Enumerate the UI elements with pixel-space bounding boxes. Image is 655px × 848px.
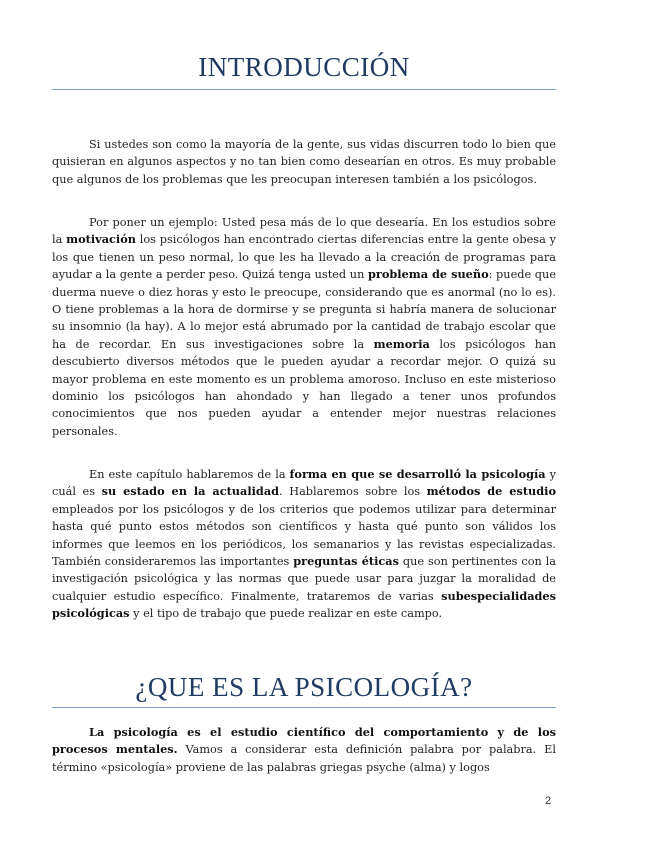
page-number: 2 bbox=[545, 795, 552, 807]
bold-term-memoria: memoria bbox=[373, 336, 430, 351]
section-heading-que-es-la-psicologia: ¿QUE ES LA PSICOLOGÍA? bbox=[135, 672, 473, 702]
paragraph-text: y cuál es bbox=[52, 468, 556, 499]
paragraph-text: y el tipo de trabajo que puede realizar en este campo. bbox=[129, 607, 443, 621]
paragraph-2 bbox=[52, 214, 556, 440]
paragraph-text: : puede que duerma nueve o diez horas y esto le preocupe, considerando que es anormal (no lo es). O tiene problemas a la hora de dormirse y se pregunta si habría manera de solucionar su insomnio (la hay). A lo mejor está abrumado por la cantidad de trabajo escolar que ha de recordar. En sus investigaciones sobre la bbox=[52, 268, 557, 351]
section-heading-introduccion: INTRODUCCIÓN bbox=[198, 52, 410, 82]
bold-term-problema-de-sueno: problema de sueño bbox=[368, 267, 489, 282]
heading-underline bbox=[52, 707, 556, 708]
paragraph-text: los psicólogos han encontrado ciertas diferencias entre la gente obesa y los que tienen un peso normal, lo que les ha llevado a la creación de programas para ayudar a la gente a perder peso. Quizá tenga usted un bbox=[52, 233, 556, 282]
paragraph-4 bbox=[52, 724, 556, 776]
paragraph-3 bbox=[52, 466, 556, 623]
bold-term-preguntas-eticas: preguntas éticas bbox=[293, 554, 399, 569]
paragraph-text: Por poner un ejemplo: Usted pesa más de lo que desearía. En los estudios sobre la bbox=[52, 216, 556, 247]
paragraph-1 bbox=[52, 136, 556, 188]
bold-term-desarrollo: forma en que se desarrolló la psicología bbox=[289, 467, 546, 481]
paragraph-text: . Hablaremos sobre los bbox=[279, 485, 427, 499]
paragraph-text: Vamos a considerar esta definición palabra por palabra. El término «psicología» proviene de las palabras griegas psyche (alma) y logos bbox=[52, 743, 556, 774]
paragraph-text: empleados por los psicólogos y de los criterios que podemos utilizar para determinar hasta qué punto estos métodos son científicos y hasta qué punto son válidos los informes que leemos en los periódicos, los semanarios y las revistas especializadas. También consideraremos las importantes bbox=[52, 502, 556, 569]
bold-term-metodos: métodos de estudio bbox=[426, 484, 556, 499]
bold-term-motivacion: motivación bbox=[66, 232, 136, 247]
paragraph-text: Si ustedes son como la mayoría de la gente, sus vidas discurren todo lo bien que quisieran en algunos aspectos y no tan bien como desearían en otros. Es muy probable que algunos de los problemas que les preocupan interesen también a los psicólogos. bbox=[52, 138, 556, 186]
bold-term-estado-actual: su estado en la actualidad bbox=[101, 484, 280, 499]
bold-term-subespecialidades: subespecialidades psicológicas bbox=[52, 588, 556, 621]
paragraph-text: que son pertinentes con la investigación psicológica y las normas que puede usar para juzgar la moralidad de cualquier estudio específico. Finalmente, trataremos de varias bbox=[52, 555, 557, 603]
heading-underline bbox=[52, 89, 556, 90]
paragraph-text: los psicólogos han descubierto diversos métodos que le pueden ayudar a recordar mejor. O quizá su mayor problema en este momento es un problema amoroso. Incluso en este misterioso dominio los psicólogos han ahondado y han llegado a tener unos profundos conocimientos que nos pueden ayudar a entender mejor nuestras relaciones personales. bbox=[52, 337, 556, 438]
bold-definition: La psicología es el estudio científico del comportamiento y de los procesos mentales. bbox=[52, 725, 556, 757]
paragraph-text: En este capítulo hablaremos de la bbox=[89, 468, 290, 481]
